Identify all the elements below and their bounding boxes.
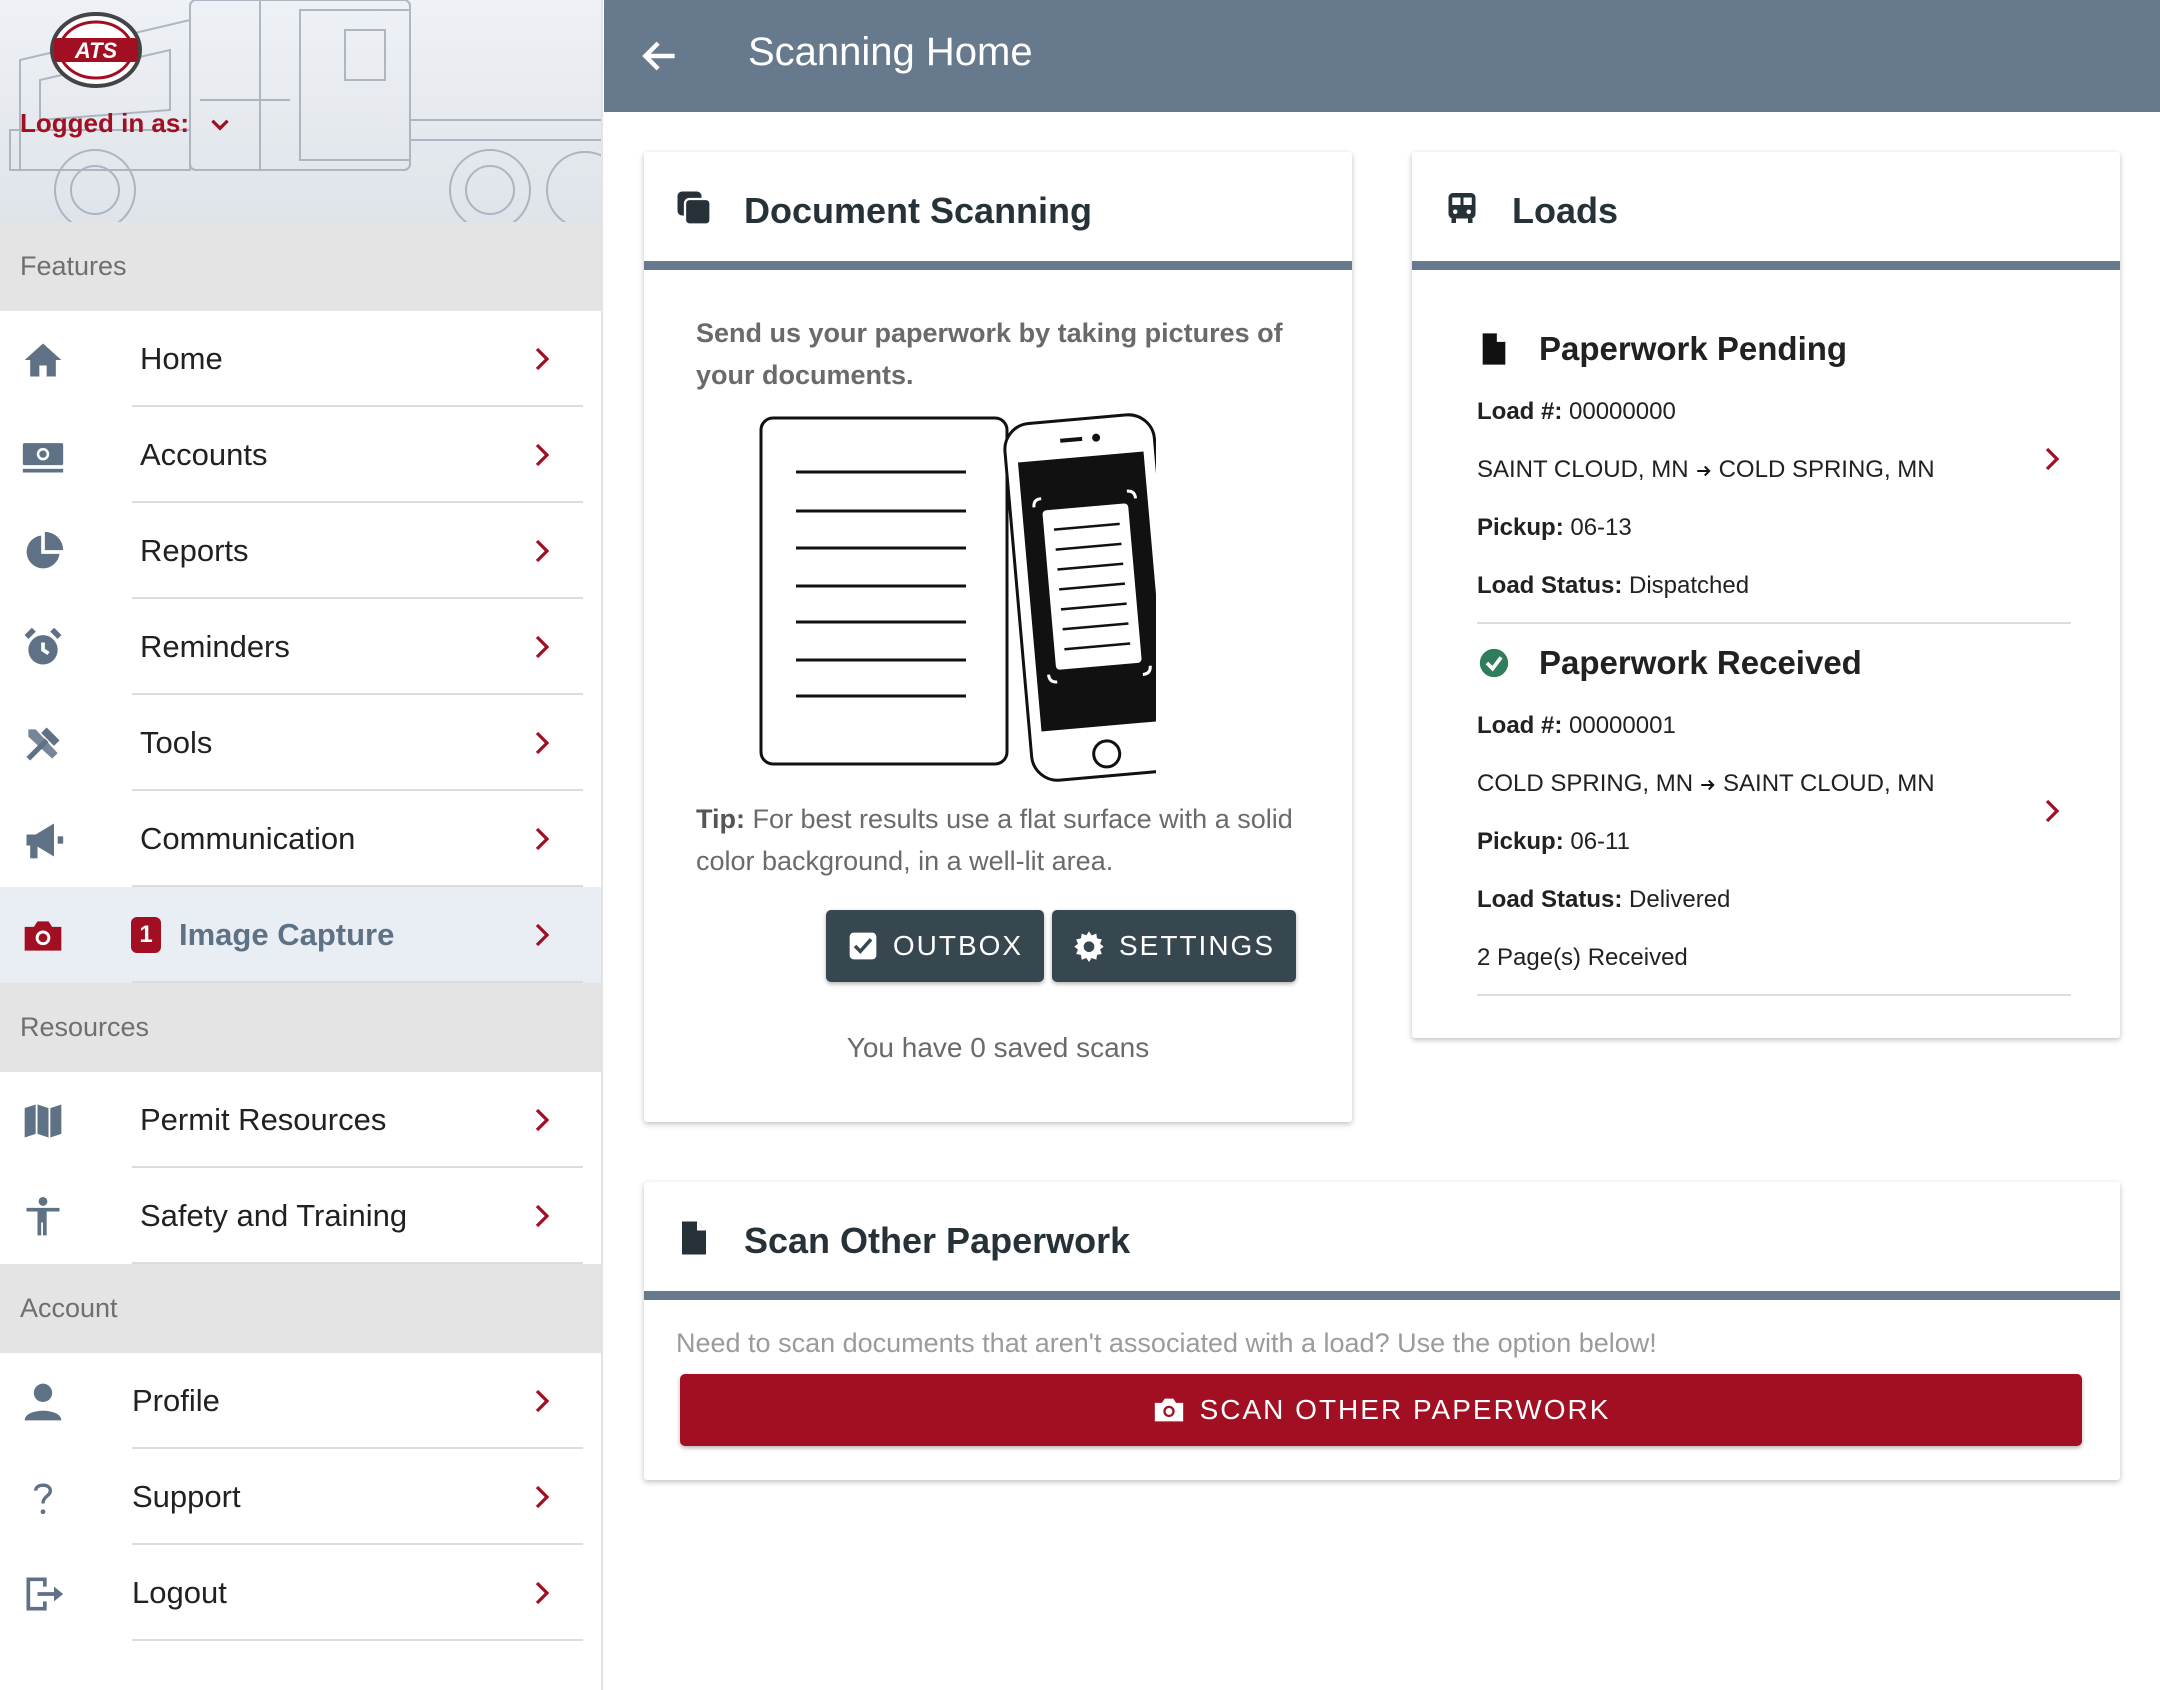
load-status: Load Status: Dispatched: [1477, 572, 1750, 599]
nav-item-logout[interactable]: [0, 1545, 603, 1641]
scanning-tip-text: [696, 798, 1316, 882]
section-header-account: Account: [0, 1264, 603, 1353]
money-icon: [20, 433, 66, 479]
chevron-right-icon: [527, 1578, 557, 1608]
card-header: [644, 1182, 2120, 1300]
logged-in-dropdown[interactable]: [20, 108, 233, 139]
nav-label-reports: Reports: [140, 533, 249, 568]
checkbox-checked-icon: [847, 930, 879, 962]
nav-label-safety-and-training: Safety and Training: [140, 1198, 408, 1233]
scan-other-paperwork-card: [644, 1182, 2120, 1480]
nav-label-home: Home: [140, 341, 223, 376]
chevron-right-icon: [527, 920, 557, 950]
nav-item-safety-and-training[interactable]: [0, 1168, 603, 1264]
nav-item-communication[interactable]: [0, 791, 603, 887]
chevron-right-icon: [527, 632, 557, 662]
copy-documents-icon: [676, 190, 712, 226]
nav-label-accounts: Accounts: [140, 437, 268, 472]
load-route: COLD SPRING, MN SAINT CLOUD, MN: [1477, 770, 1935, 797]
navigation-drawer: [0, 0, 603, 1690]
document-scanning-card: [644, 152, 1352, 1122]
nav-item-reminders[interactable]: [0, 599, 603, 695]
bus-icon: [1444, 190, 1480, 226]
chevron-right-icon: [527, 1482, 557, 1512]
page-title: Scanning Home: [748, 30, 1033, 74]
card-title: Loads: [1512, 190, 1619, 231]
nav-item-home[interactable]: [0, 311, 603, 407]
chevron-right-icon: [527, 344, 557, 374]
pie-chart-icon: [20, 529, 66, 575]
settings-button-label: SETTINGS: [1118, 930, 1275, 961]
load-status-title-text: Paperwork Received: [1539, 644, 1862, 681]
load-status-title-text: Paperwork Pending: [1539, 330, 1848, 367]
chevron-right-icon: [527, 536, 557, 566]
scan-other-paperwork-button[interactable]: [680, 1374, 2082, 1446]
nav-item-profile[interactable]: [0, 1353, 603, 1449]
load-status-title: [1477, 330, 1847, 368]
card-header: [644, 152, 1352, 270]
divider: [1477, 994, 2071, 996]
arrow-right-icon: [1695, 462, 1713, 480]
home-icon: [20, 337, 66, 383]
nav-label-permit-resources: Permit Resources: [140, 1102, 387, 1137]
load-pickup: Pickup: 06-13: [1477, 514, 1632, 541]
top-app-bar: [604, 0, 2160, 112]
nav-item-tools[interactable]: [0, 695, 603, 791]
camera-icon: [1152, 1393, 1186, 1427]
chevron-right-icon: [527, 440, 557, 470]
document-icon: [676, 1220, 712, 1256]
load-status: Load Status: Delivered: [1477, 886, 1731, 913]
chevron-right-icon[interactable]: [2037, 444, 2067, 474]
logged-in-label: Logged in as:: [20, 108, 189, 138]
nav-label-support: Support: [132, 1479, 241, 1514]
settings-button[interactable]: [1052, 910, 1296, 982]
tip-body: For best results use a flat surface with a solid color background, in a well-lit area.: [696, 804, 1293, 876]
scanning-intro-text: Send us your paperwork by taking pictures of your documents.: [696, 318, 1283, 390]
load-item[interactable]: [1477, 644, 2101, 971]
scan-other-description: Need to scan documents that aren't associated with a load? Use the option below!: [676, 1328, 1657, 1358]
section-header-resources: Resources: [0, 983, 603, 1072]
nav-item-image-capture[interactable]: [0, 887, 603, 983]
card-header: [1412, 152, 2120, 270]
chevron-right-icon: [527, 1386, 557, 1416]
chevron-right-icon: [527, 728, 557, 758]
load-number: Load #: 00000000: [1477, 398, 1676, 425]
saved-scans-count: You have 0 saved scans: [846, 1032, 1150, 1063]
nav-item-support[interactable]: [0, 1449, 603, 1545]
nav-item-permit-resources[interactable]: [0, 1072, 603, 1168]
check-circle-icon: [1477, 646, 1511, 680]
scan-other-button-label: SCAN OTHER PAPERWORK: [1199, 1394, 1611, 1425]
nav-label-reminders: Reminders: [140, 629, 290, 664]
chevron-right-icon: [527, 1201, 557, 1231]
divider: [132, 1639, 583, 1641]
load-item[interactable]: [1477, 330, 2101, 599]
nav-label-image-capture: Image Capture: [179, 917, 395, 952]
load-pickup: Pickup: 06-11: [1477, 828, 1630, 855]
chevron-right-icon: [527, 1105, 557, 1135]
ats-logo: [48, 10, 144, 90]
ats-logo-text: ATS: [74, 38, 118, 63]
card-title: Document Scanning: [744, 190, 1093, 231]
section-header-features: Features: [0, 222, 603, 311]
nav-item-accounts[interactable]: [0, 407, 603, 503]
load-number: Load #: 00000001: [1477, 712, 1676, 739]
notification-badge: 1: [131, 917, 161, 953]
load-route: SAINT CLOUD, MN COLD SPRING, MN: [1477, 456, 1935, 483]
gear-icon: [1073, 930, 1105, 962]
user-icon: [20, 1379, 66, 1425]
tip-label: Tip:: [696, 804, 745, 834]
drawer-header: [0, 0, 603, 222]
card-title: Scan Other Paperwork: [744, 1220, 1131, 1261]
megaphone-icon: [20, 817, 66, 863]
arrow-right-icon: [1699, 776, 1717, 794]
tools-icon: [20, 721, 66, 767]
phone-scanning-document-illustration: [756, 408, 1156, 788]
load-status-title: [1477, 644, 1862, 682]
nav-item-reports[interactable]: [0, 503, 603, 599]
back-arrow-icon[interactable]: [638, 34, 682, 78]
question-icon: [20, 1475, 66, 1521]
nav-label-logout: Logout: [132, 1575, 227, 1610]
map-icon: [20, 1098, 66, 1144]
nav-label-profile: Profile: [132, 1383, 220, 1418]
loads-card: [1412, 152, 2120, 1038]
document-icon: [1477, 332, 1511, 366]
pages-received: 2 Page(s) Received: [1477, 944, 1688, 971]
camera-icon: [20, 913, 66, 959]
nav-label-tools: Tools: [140, 725, 213, 760]
logout-icon: [20, 1571, 66, 1617]
outbox-button-label: OUTBOX: [892, 930, 1024, 961]
chevron-right-icon: [527, 824, 557, 854]
nav-label-communication: Communication: [140, 821, 356, 856]
chevron-right-icon[interactable]: [2037, 796, 2067, 826]
divider: [1477, 622, 2071, 624]
person-icon: [20, 1194, 66, 1240]
outbox-button[interactable]: [826, 910, 1044, 982]
alarm-clock-icon: [20, 625, 66, 671]
chevron-down-icon: [207, 111, 233, 137]
